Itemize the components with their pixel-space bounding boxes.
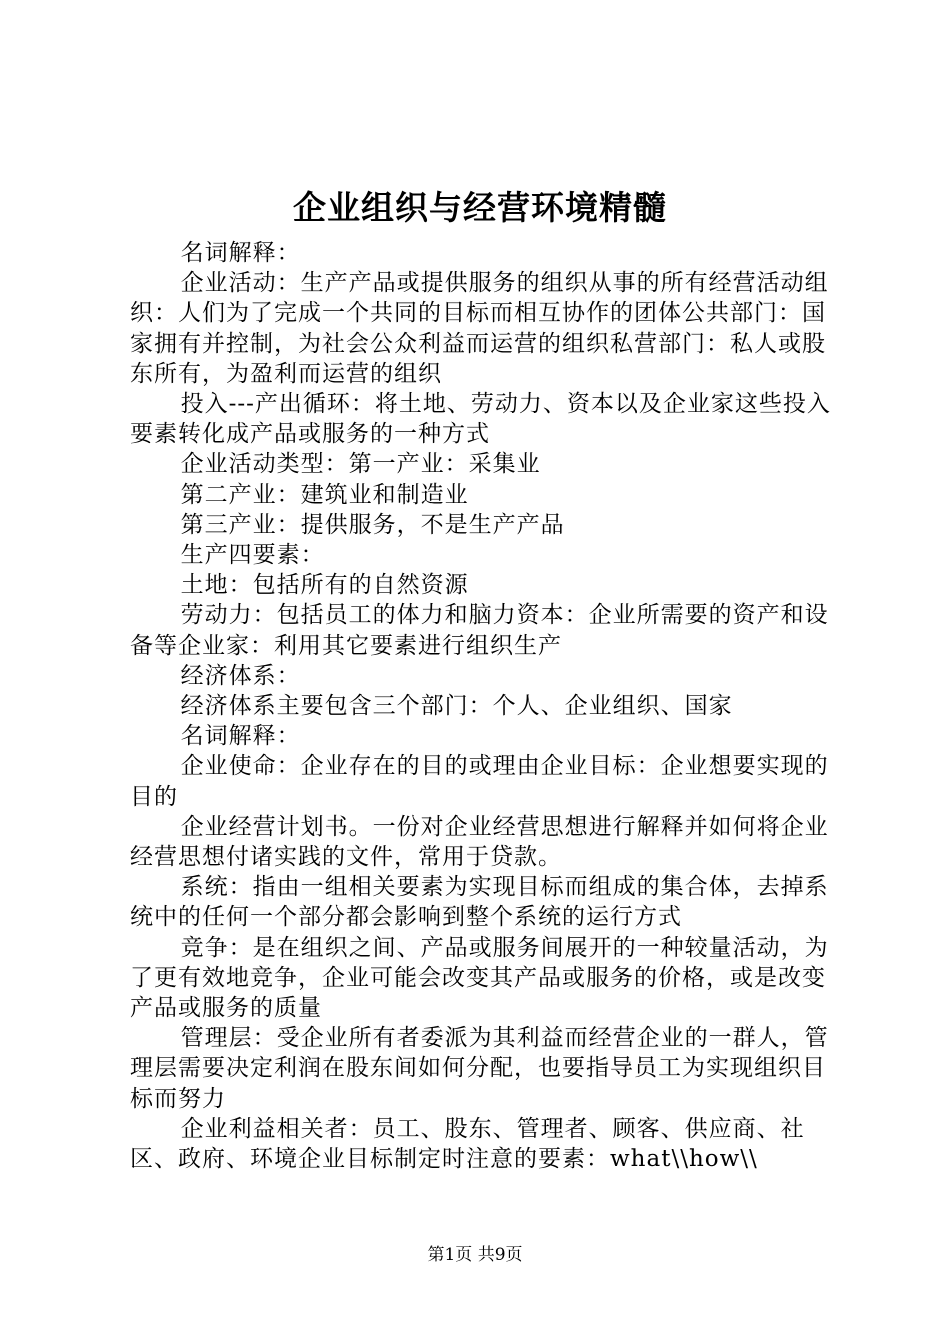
paragraph: 生产四要素： bbox=[180, 542, 325, 569]
paragraph: 第三产业：提供服务，不是生产产品 bbox=[180, 511, 565, 538]
document-body bbox=[130, 238, 832, 1174]
paragraph: 经济体系： bbox=[180, 662, 301, 689]
paragraph: 经济体系主要包含三个部门：个人、企业组织、国家 bbox=[180, 693, 733, 720]
paragraph: 名词解释： bbox=[180, 723, 301, 750]
paragraph: 系统：指由一组相关要素为实现目标而组成的集合体，去掉系统中的任何一个部分都会影响到整个系统的运行方式 bbox=[130, 874, 829, 931]
paragraph: 劳动力：包括员工的体力和脑力资本：企业所需要的资产和设备等企业家：利用其它要素进行组织生产 bbox=[130, 602, 829, 659]
paragraph: 第二产业：建筑业和制造业 bbox=[180, 481, 469, 508]
paragraph: 竞争：是在组织之间、产品或服务间展开的一种较量活动，为了更有效地竞争，企业可能会改变其产品或服务的价格，或是改变产品或服务的质量 bbox=[130, 934, 829, 1022]
paragraph: 名词解释： bbox=[180, 240, 301, 266]
paragraph: 投入---产出循环：将土地、劳动力、资本以及企业家这些投入要素转化成产品或服务的一种方式 bbox=[130, 391, 831, 448]
paragraph: 企业经营计划书。一份对企业经营思想进行解释并如何将企业经营思想付诸实践的文件，常用于贷款。 bbox=[130, 813, 829, 871]
paragraph: 土地：包括所有的自然资源 bbox=[180, 572, 469, 599]
paragraph: 企业使命：企业存在的目的或理由企业目标：企业想要实现的目的 bbox=[130, 753, 829, 810]
document-title: 企业组织与经营环境精髓 bbox=[293, 188, 667, 227]
page-number-footer: 第1页 共9页 bbox=[427, 1245, 523, 1265]
paragraph: 企业活动：生产产品或提供服务的组织从事的所有经营活动组织：人们为了完成一个共同的目标而相互协作的团体公共部门：国家拥有并控制，为社会公众利益而运营的组织私营部门：私人或股东所有，为盈利而运营的组织 bbox=[130, 270, 829, 387]
paragraph: 管理层：受企业所有者委派为其利益而经营企业的一群人，管理层需要决定利润在股东间如何分配，也要指导员工为实现组织目标而努力 bbox=[130, 1025, 829, 1112]
paragraph: 企业利益相关者：员工、股东、管理者、顾客、供应商、社区、政府、环境企业目标制定时注意的要素：what\\how\\ bbox=[130, 1115, 805, 1173]
paragraph: 企业活动类型：第一产业：采集业 bbox=[180, 451, 541, 478]
